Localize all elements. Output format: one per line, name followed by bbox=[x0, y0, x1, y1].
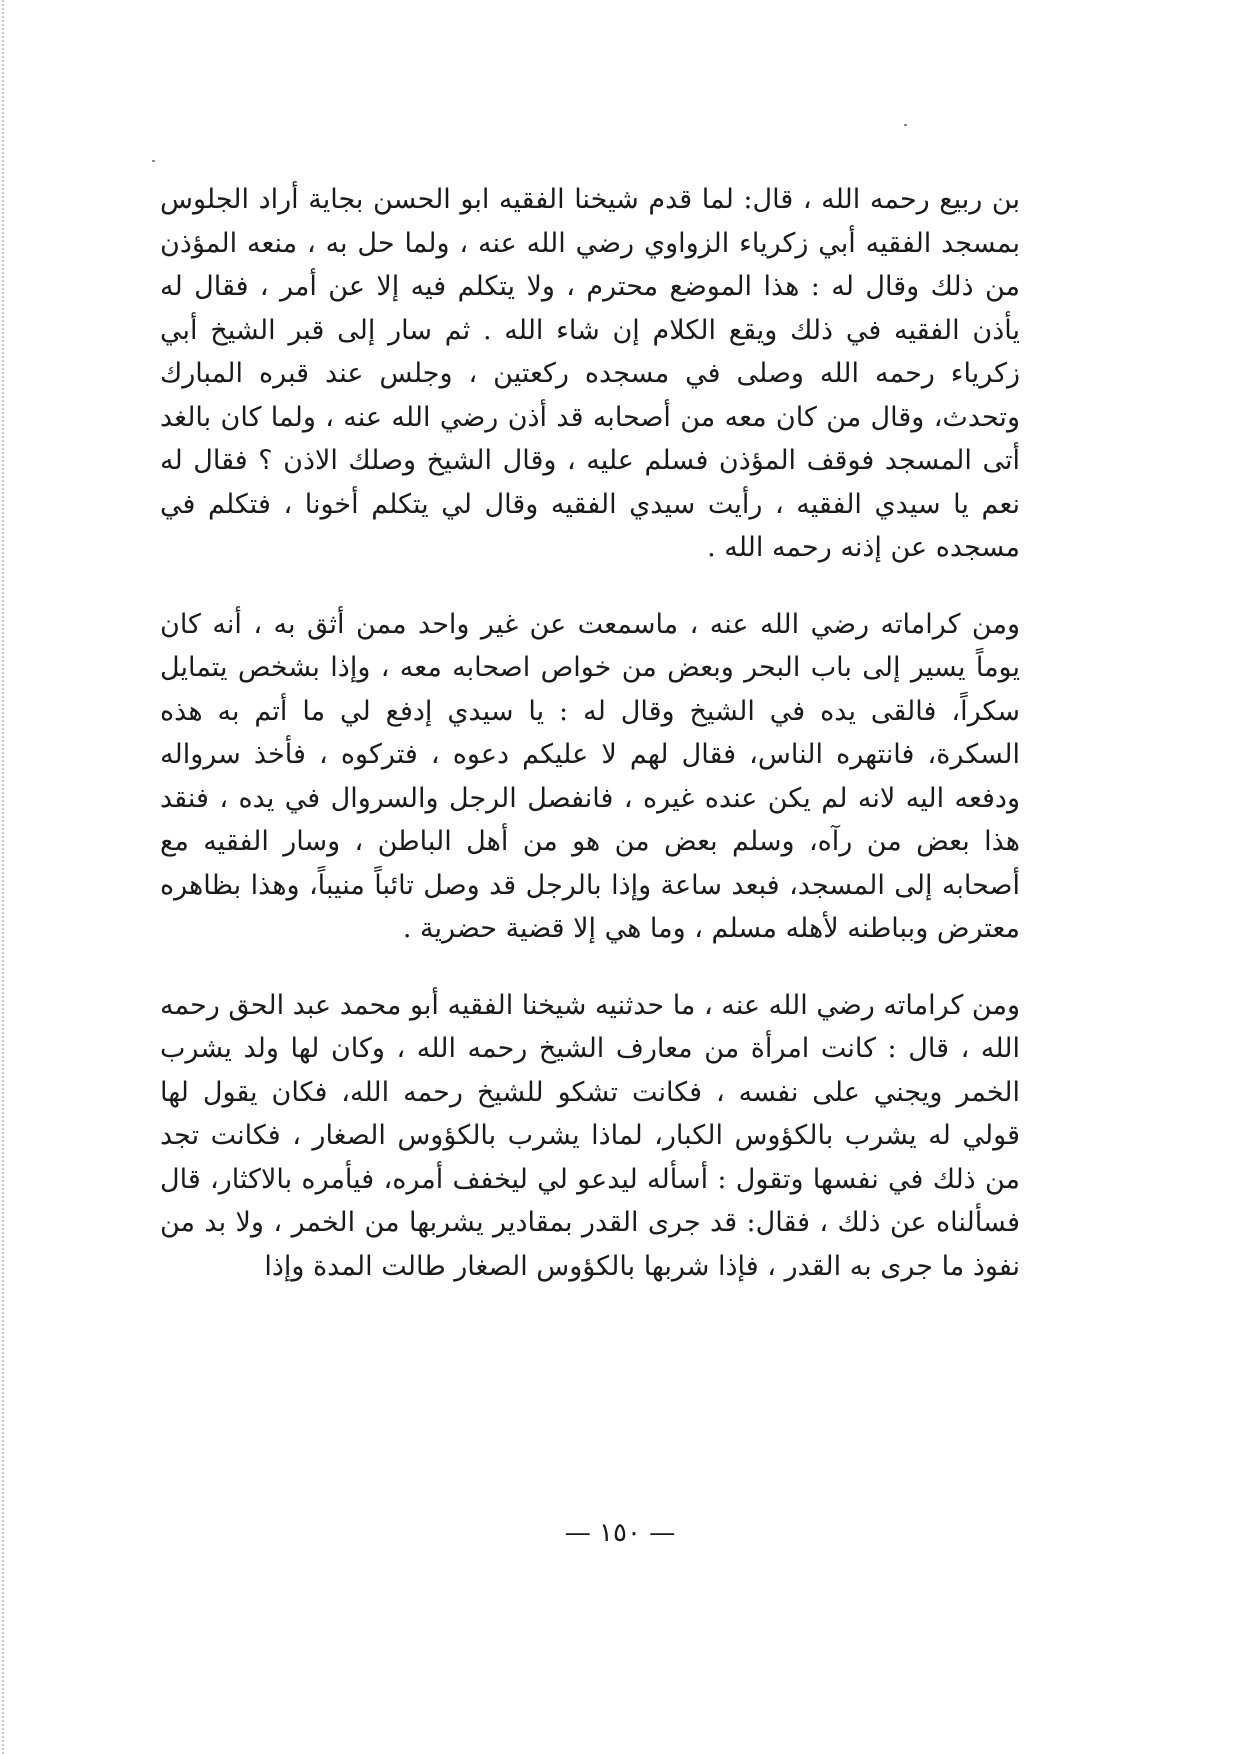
page-body bbox=[160, 178, 1020, 1288]
paragraph: ومن كراماته رضي الله عنه ، ماسمعت عن غير واحد ممن أثق به ، أنه كان يوماً يسير إلى باب البحر وبعض من خواص اصحابه معه ، وإذا بشخص يتمايل سكراً، فالقى يده في الشيخ وقال له : يا سيدي إدفع لي ما أتم به هذه السكرة، فانتهره الناس، فقال لهم لا عليكم دعوه ، فتركوه ، فأخذ سرواله ودفعه اليه لانه لم يكن عنده غيره ، فانفصل الرجل والسروال في يده ، فنقد هذا بعض من رآه، وسلم بعض من هو من أهل الباطن ، وسار الفقيه مع أصحابه إلى المسجد، فبعد ساعة وإذا بالرجل قد وصل تائباً منيباً، وهذا بظاهره معترض وبباطنه لأهله مسلم ، وما هي إلا قضية حضرية . bbox=[160, 608, 1020, 944]
paragraph: بن ربيع رحمه الله ، قال: لما قدم شيخنا الفقيه ابو الحسن بجاية أراد الجلوس بمسجد الفقيه أبي زكرياء الزواوي رضي الله عنه ، ولما حل به ، منعه المؤذن من ذلك وقال له : هذا الموضع محترم ، ولا يتكلم فيه إلا عن أمر ، فقال له يأذن الفقيه في ذلك ويقع الكلام إن شاء الله . ثم سار إلى قبر الشيخ أبي زكرياء رحمه الله وصلى في مسجده ركعتين ، وجلس عند قبره المبارك وتحدث، وقال من كان معه من أصحابه قد أذن رضي الله عنه ، ولما كان بالغد أتى المسجد فوقف المؤذن فسلم عليه ، وقال الشيخ وصلك الاذن ؟ فقال له نعم يا سيدي الفقيه ، رأيت سيدي الفقيه وقال لي يتكلم أخونا ، فتكلم في مسجده عن إذنه رحمه الله . bbox=[160, 184, 1020, 563]
page-number: — ١٥٠ — bbox=[564, 1518, 676, 1548]
page-binding-edge bbox=[2, 0, 12, 1754]
scan-speck bbox=[904, 124, 907, 126]
scan-speck bbox=[152, 160, 155, 162]
paragraph: ومن كراماته رضي الله عنه ، ما حدثنيه شيخنا الفقيه أبو محمد عبد الحق رحمه الله ، قال : كانت امرأة من معارف الشيخ رحمه الله ، وكان لها ولد يشرب الخمر ويجني على نفسه ، فكانت تشكو للشيخ رحمه الله، فكان يقول لها قولي له يشرب بالكؤوس الكبار، لماذا يشرب بالكؤوس الصغار ، فكانت تجد من ذلك في نفسها وتقول : أسأله ليدعو لي ليخفف أمره، فيأمره بالاكثار، قال فسألناه عن ذلك ، فقال: قد جرى القدر بمقادير يشربها من الخمر ، ولا بد من نفوذ ما جرى به القدر ، فإذا شربها بالكؤوس الصغار طالت المدة وإذا bbox=[160, 989, 1020, 1282]
